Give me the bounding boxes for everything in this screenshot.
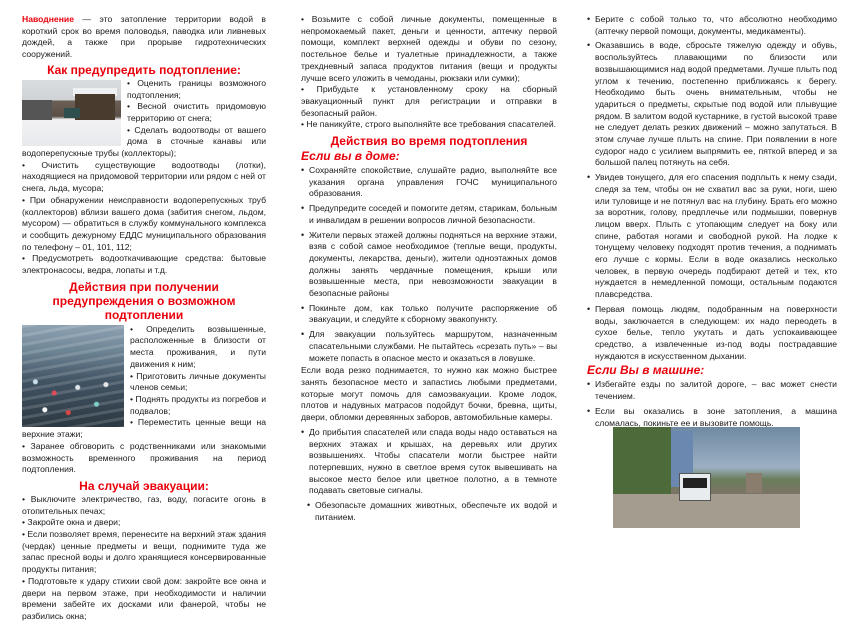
warning-item: • Поднять продукты из погребов и подвалов; <box>130 393 266 416</box>
home-item: • Предупредите соседей и помогите детям, старикам, больным и инвалидам в решении вопросов личной безопасности. <box>301 203 557 226</box>
evacuation-heading: На случай эвакуации: <box>79 478 209 493</box>
snowy-village-photo <box>22 80 121 146</box>
car-subheading: Если Вы в машине: <box>587 363 705 378</box>
home-item: • Жители первых этажей должны подняться на верхние этажи, взяв с собой самое необходимое (теплые вещи, продукты, документы, лекарства, деньги), жители одноэтажных домов должны занять чердачные помещения, крыши или возвышенные места, при невозможности эвакуации в безопасные районы <box>301 230 557 300</box>
water-item: • Первая помощь людям, подобранным на поверхности воды, заключается в следующем: их надо переодеть в сухое белье, тепло укутать и дать успокаивающее средство, а извлеченные из-под воды пострадавшие нуждаются в искусственном дыхании. <box>587 304 837 363</box>
prevent-item: • Весной очистить придомовую территорию от снега; <box>127 101 266 123</box>
flooded-village-photo <box>22 325 124 427</box>
prevent-heading: Как предупредить подтопление: <box>47 62 241 77</box>
warning-item: • Заранее обговорить с родственниками или знакомыми возможность временного проживания на период подтопления. <box>22 440 266 475</box>
after-item: • До прибытия спасателей или спада воды надо оставаться на верхних этажах и крышах, на деревьях или других возвышениях. Чтобы спасатели могли быстрее найти потерпевших, нужно в светлое время суток вывешивать на высокое место белое или цветное полотно, а в темноте подавать световые сигналы. <box>301 427 557 497</box>
intro-term: Наводнение <box>22 14 74 24</box>
prevent-item: • Сделать водоотводы от вашего дома в сточные канавы или водоперепускные трубы (коллекторы); <box>22 124 266 159</box>
column-1 <box>22 14 266 623</box>
warning-item: • Переместить ценные вещи на верхние этажи; <box>22 417 266 440</box>
column-2 <box>301 14 557 526</box>
roofs-pattern <box>26 365 120 421</box>
car-shape <box>64 108 80 118</box>
bus-shape <box>679 473 711 501</box>
intro-text: — это затопление территории водой в короткий срок во время половодья, паводка или ливневых дождей, а также при прорыве гидротехнических сооружений. <box>22 14 266 60</box>
evacuation-item: • Если позволяет время, перенесите на верхний этаж здания (чердак) ценные предметы и вещи, поднимите туда же запас пресной воды и долго хранящиеся консервированные продукты питания; <box>22 529 267 575</box>
prevent-item: • Оценить границы возможного подтопления; <box>127 77 266 100</box>
truck-shape <box>746 473 762 493</box>
evacuation-item: • Выключите электричество, газ, воду, погасите огонь в отопительных печах; <box>22 493 266 516</box>
warning-item: • Приготовить личные документы членов семьи; <box>130 370 266 393</box>
house-shape <box>75 94 115 120</box>
during-heading: Действия во время подтопления <box>330 134 528 149</box>
water-item: • Увидев тонущего, для его спасения подплыть к нему сзади, следя за тем, чтобы он не схватил вас за руки, ноги, шею или туловище и не потянул вас на глубину. Брать его можно за воротник, голову, предплечье или подмышки, повернув лицом вверх. Плыть с утопающим следует на боку или спине, работая ногами и свободной рукой. На лодке к тонущему человеку подходят против течения, а поднимать его лучше с кормы. Если в воде оказались несколько человек, в первую очередь подбирают детей и тех, кто нуждается в немедленной помощи, остальным подаются плавсредства. <box>587 172 837 301</box>
home-subheading: Если вы в доме: <box>301 149 400 164</box>
prevent-item: • При обнаружении неисправности водоперепускных труб (коллекторов) вблизи вашего дома (забития снегом, льдом, мусором) — обратиться в службу коммунального комплекса и сообщить дежурному ЕДДС муниципального образования по телефону – 01, 101, 112; <box>22 194 266 252</box>
water-rise-paragraph: Если вода резко поднимается, то нужно как можно быстрее занять безопасное место и запастись любыми предметами, которые могут помочь для самоэвакуации. Кроме лодок, плотов и надувных матрасов подойдут бочки, бревна, щиты, двери, обломки деревянных заборов, автомобильные камеры. <box>301 365 557 423</box>
intro-paragraph <box>22 14 266 61</box>
water-item: • Оказавшись в воде, сбросьте тяжелую одежду и обувь, воспользуйтесь плавающими по близости или возвышающимися над водой предметами. Лучше плыть под углом к течению, постепенно приближаясь к берегу. Необходимо быть очень внимательным, чтобы не удариться о предметы, скрытые под водой или плывущие рядом. В залитом водой кустарнике, в густой высокой траве не следует делать резких движений – можно запутаться. В этом случае лучше плыть на спине. При появлении в ноге судорог надо с усилием выпрямить ее, пяткой вперед и за большой палец потянуть на себя. <box>587 40 837 169</box>
prevent-item: • Очистить существующие водоотводы (лотки), находящиеся на придомовой территории или рядом с ней от снега, льда, мусора; <box>22 159 266 194</box>
flooded-city-street-photo <box>613 427 800 528</box>
home-item: • Сохраняйте спокойствие, слушайте радио, выполняйте все указания органа управления ГОЧС муниципального образования. <box>301 165 557 200</box>
warning-item: • Определить возвышенные, расположенные в близости от места проживания, и пути движения к ним; <box>130 323 266 369</box>
car-item: • Избегайте езды по залитой дороге, – вас может снести течением. <box>587 379 837 402</box>
evacuation-item: • Закройте окна и двери; <box>22 517 121 528</box>
column-3 <box>587 14 837 432</box>
car-item: • Если вы оказались в зоне затопления, а машина сломалась, покиньте ее и вызовите помощь. <box>587 406 837 429</box>
evacuation-item: • Прибудьте к установленному сроку на сборный эвакуационный пункт для регистрации и отправки в безопасный район. <box>301 84 557 118</box>
evacuation-item: • Подготовьте к удару стихии свой дом: закройте все окна и двери на первом этаже, при необходимости и наличии времени забейте их досками или фанерой, чтобы не разбились окна; <box>22 575 266 621</box>
water-item: • Берите с собой только то, что абсолютно необходимо (аптечку первой помощи, документы, медикаменты). <box>587 14 837 37</box>
warning-heading: Действия при получении предупреждения о возможном подтоплении <box>52 279 236 322</box>
evacuation-item: • Возьмите с собой личные документы, помещенные в непромокаемый пакет, деньги и ценности, аптечку первой помощи, комплект верхней одежды и обуви по сезону, постельное белье и туалетные принадлежности, а также трехдневный запаса продуктов питания (вещи и продукты лучше всего уложить в чемоданы, рюкзаки или сумки); <box>301 14 557 83</box>
fence-shape <box>22 100 52 120</box>
home-item: • Для эвакуации пользуйтесь маршрутом, назначенным спасательными службами. Не пытайтесь «срезать путь» – вы можете попасть в опасное место и оказаться в ловушке. <box>301 329 557 364</box>
home-item: • Покиньте дом, как только получите распоряжение об эвакуации, и следуйте к сборному эвакопункту. <box>301 303 557 326</box>
prevent-item: • Предусмотреть водооткачивающие средства: бытовые электронасосы, ведра, лопаты и т.д. <box>22 253 266 276</box>
evacuation-item: • Не паникуйте, строго выполняйте все требования спасателей. <box>301 119 557 130</box>
after-item: • Обезопасьте домашних животных, обеспечьте их водой и питанием. <box>307 500 557 523</box>
